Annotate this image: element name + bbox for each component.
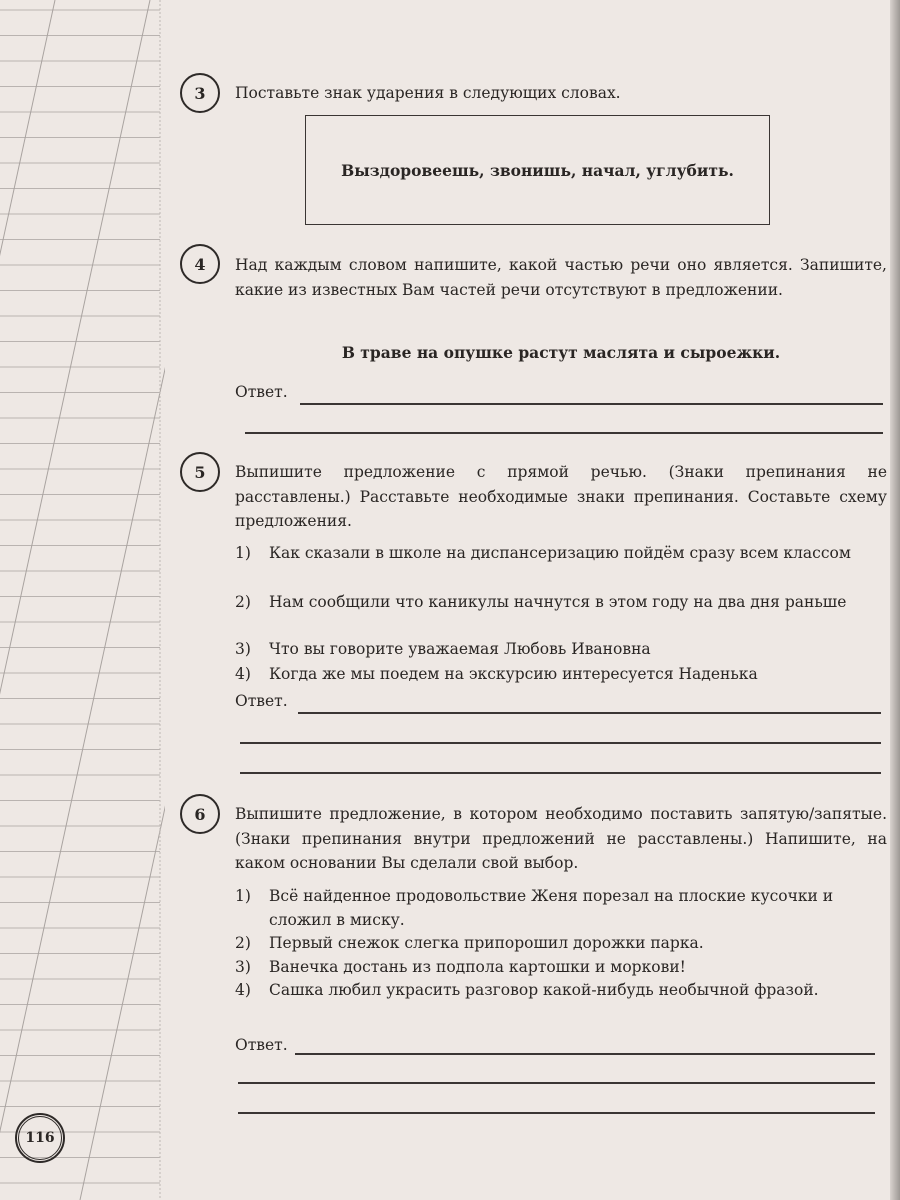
page-edge [890, 0, 900, 1200]
option-text: Как сказали в школе на диспансеризацию пойдём сразу всем классом [269, 544, 851, 562]
task-6-option [235, 885, 887, 932]
option-number: 3) [235, 640, 251, 658]
task-5-option [235, 591, 887, 615]
margin-slant-line [0, 0, 165, 1200]
task-4-answer-label: Ответ. [235, 383, 288, 401]
task-6-prompt: Выпишите предложение, в котором необходимо поставить запятую/запятые. (Знаки препинания внутри предложений не расставлены.) Напишите, на каком основании Вы сделали свой выбор. [235, 805, 887, 872]
task-6-answer-line[interactable] [295, 1053, 875, 1055]
option-number: 3) [235, 958, 251, 976]
task-5-option [235, 542, 887, 566]
page-number: 116 [18, 1116, 62, 1160]
option-number: 2) [235, 593, 251, 611]
task-5-option [235, 663, 887, 687]
task-5-answer-label: Ответ. [235, 692, 288, 710]
margin-slant-line [0, 0, 150, 1200]
option-text: Нам сообщили что каникулы начнутся в этом году на два дня раньше [269, 593, 847, 611]
option-number: 4) [235, 981, 251, 999]
margin-slant-line [0, 0, 55, 1200]
task-6-option [235, 979, 887, 1003]
page-number-badge [15, 1113, 65, 1163]
option-number: 4) [235, 665, 251, 683]
option-text: Что вы говорите уважаемая Любовь Ивановна [269, 640, 651, 658]
option-number: 2) [235, 934, 251, 952]
task-6-option [235, 956, 887, 980]
option-text: Всё найденное продовольствие Женя порезал на плоские кусочки и сложил в миску. [269, 887, 834, 929]
task-3-word-box [305, 115, 770, 225]
option-text: Когда же мы поедем на экскурсию интересуется Наденька [269, 665, 758, 683]
task-4-sentence: В траве на опушке растут маслята и сыроежки. [341, 343, 781, 362]
option-number: 1) [235, 887, 251, 905]
task-5-answer-line[interactable] [240, 772, 881, 774]
task-6-option [235, 932, 887, 956]
task-5-option [235, 638, 887, 662]
task-6-number: 6 [180, 794, 220, 834]
task-6-answer-line[interactable] [238, 1082, 875, 1084]
task-5-answer-line[interactable] [298, 712, 881, 714]
task-3-words: Выздоровеешь, звонишь, начал, углубить. [341, 160, 734, 180]
option-text: Ванечка достань из подпола картошки и моркови! [269, 958, 686, 976]
ruled-margin [0, 0, 165, 1200]
task-4-prompt: Над каждым словом напишите, какой частью речи оно является. Запишите, какие из известных Вам частей речи отсутствуют в предложении. [235, 256, 887, 299]
task-6-answer-line[interactable] [238, 1112, 875, 1114]
task-4-answer-line[interactable] [300, 403, 883, 405]
task-5-answer-line[interactable] [240, 742, 881, 744]
option-text: Сашка любил украсить разговор какой-нибудь необычной фразой. [269, 981, 819, 999]
margin-slant-line [80, 0, 165, 1200]
task-6-answer-label: Ответ. [235, 1036, 288, 1054]
task-5-number: 5 [180, 452, 220, 492]
option-text: Первый снежок слегка припорошил дорожки парка. [269, 934, 704, 952]
task-3-number: 3 [180, 73, 220, 113]
task-5-prompt: Выпишите предложение с прямой речью. (Знаки препинания не расставлены.) Расставьте необходимые знаки препинания. Составьте схему предложения. [235, 463, 887, 530]
task-4-number: 4 [180, 244, 220, 284]
option-number: 1) [235, 544, 251, 562]
task-3-prompt: Поставьте знак ударения в следующих словах. [235, 84, 621, 102]
task-4-answer-line[interactable] [245, 432, 883, 434]
